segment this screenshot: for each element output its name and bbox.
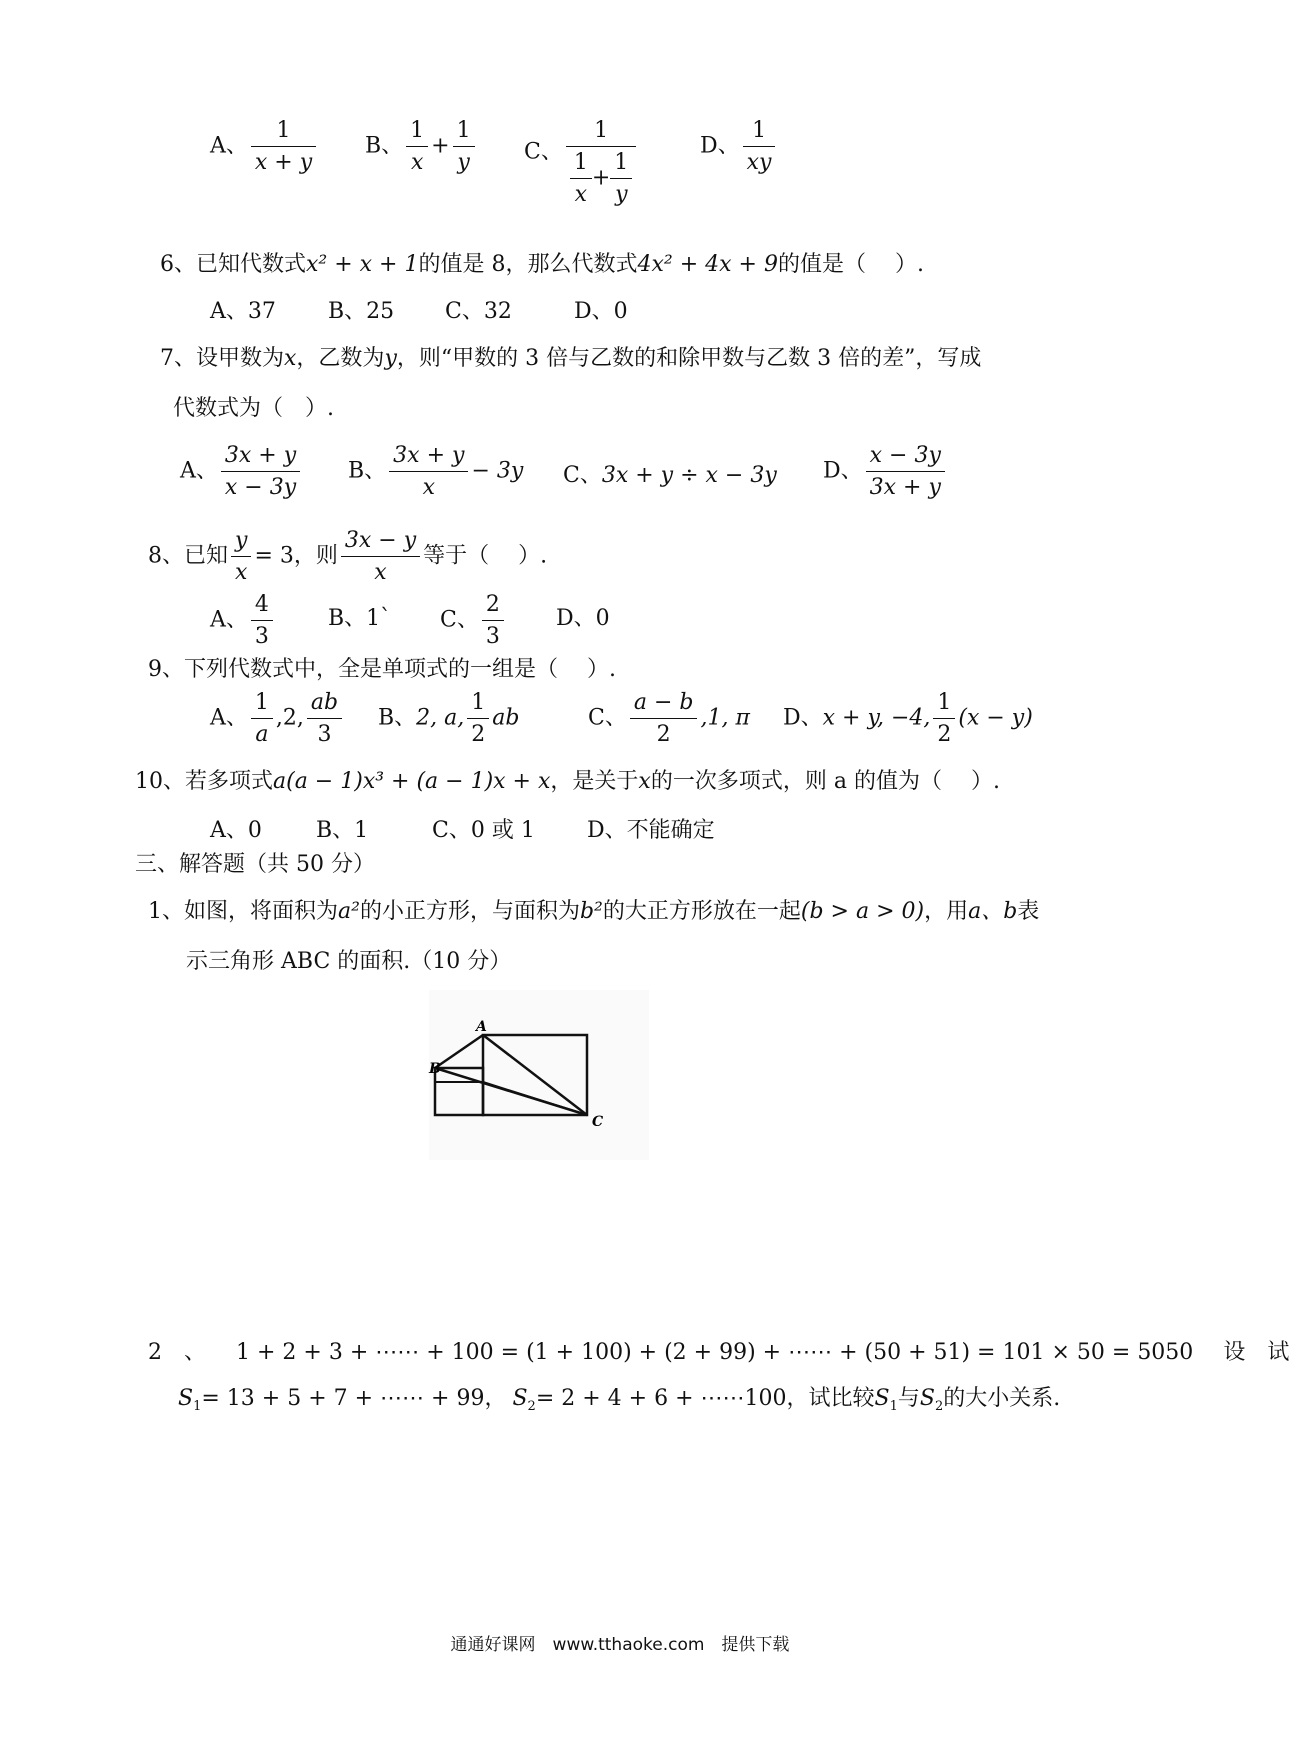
q9-option-c: C、 $\frac{a - b}{2}$ ,1, π [588,690,750,747]
q7-option-b: B、 $\frac{3x + y}{x}$ − 3y [348,443,524,500]
q8-option-c: C、 $\frac{2}{3}$ [440,592,507,649]
option-label: C、 [524,139,563,165]
fraction: $\frac{3x - y}{x}$ [341,528,420,585]
fraction: $\frac{1}{x}$ [406,118,428,175]
label-c: C [592,1114,604,1130]
q9-option-a: A、 $\frac{1}{a}$ ,2, $\frac{ab}{3}$ [210,690,345,747]
q5-option-a [210,118,319,175]
q9-option-d: D、x + y, −4, $\frac{1}{2}$ (x − y) [783,690,1033,747]
fraction: $\frac{1}{xy}$ [743,118,776,175]
q5-option-d [700,118,778,175]
q7-stem-line1: 7、设甲数为x，乙数为y，则“甲数的 3 倍与乙数的和除甲数与乙数 3 倍的差”，写成 [160,346,982,371]
fraction: $\frac{1}{a}$ [251,690,273,747]
fraction: $\frac{3x + y}{x - 3y}$ [221,443,300,500]
q7-option-a: A、 $\frac{3x + y}{x - 3y}$ [180,443,303,500]
fraction: $\frac{y}{x}$ [231,528,251,585]
fraction: $\frac{1}{y}$ [453,118,475,175]
q10-polynomial: a(a − 1)x³ + (a − 1)x + x [273,769,551,794]
q6-expression-2: 4x² + 4x + 9 [637,252,778,277]
fraction: $\frac{2}{3}$ [482,592,504,649]
p1-line1: 1、如图，将面积为a²的小正方形，与面积为b²的大正方形放在一起(b > a > 0)，用a、b表 [148,899,1040,924]
p2-sum-expression: 1 + 2 + 3 + ⋯⋯ + 100 = (1 + 100) + (2 + 99) + ⋯⋯ + (50 + 51) = 101 × 50 = 5050 [236,1340,1194,1365]
q6-expression-1: x² + x + 1 [306,252,419,277]
fraction: $\frac{4}{3}$ [251,592,273,649]
q10-option-c: C、0 或 1 [432,818,535,843]
label-a: A [476,1019,487,1035]
compound-fraction: 1 $\frac{1}{x}$ + $\frac{1}{y}$ [566,118,636,207]
fraction: $\frac{1}{2}$ [467,690,489,747]
q10-option-b: B、1 [316,818,369,843]
p2-line1: 2 、 1 + 2 + 3 + ⋯⋯ + 100 = (1 + 100) + (2 + 99) + ⋯⋯ + (50 + 51) = 101 × 50 = 5050 设 试 [148,1340,1289,1365]
q8-option-a: A、 $\frac{4}{3}$ [210,592,276,649]
q6-option-c: C、32 [445,299,512,324]
q5-option-b: B、 $\frac{1}{x}$ + $\frac{1}{y}$ [365,118,478,175]
squares-figure [429,990,649,1160]
q7-stem-line2: 代数式为（ ）. [173,396,334,421]
fraction: $\frac{a - b}{2}$ [630,690,698,747]
option-label: D、 [700,133,740,159]
q8-stem: 8、已知 $\frac{y}{x}$ = 3，则 $\frac{3x - y}{x}$ 等于（ ）. [148,528,548,585]
fraction: $\frac{ab}{3}$ [307,690,342,747]
q10-stem: 10、若多项式a(a − 1)x³ + (a − 1)x + x，是关于x的一次多项式，则 a 的值为（ ）. [135,769,1000,794]
q6-stem: 6、已知代数式x² + x + 1的值是 8，那么代数式4x² + 4x + 9的值是（ ）. [160,252,924,277]
q6-option-a: A、37 [210,299,276,324]
fraction: $\frac{1}{2}$ [933,690,955,747]
squares-diagram [429,990,649,1160]
q10-option-d: D、不能确定 [587,818,715,843]
option-label: B、 [365,133,404,159]
q5-option-c [524,118,639,207]
fraction: $\frac{3x + y}{x}$ [389,443,468,500]
option-label: A、 [210,133,248,159]
q9-stem: 9、下列代数式中，全是单项式的一组是（ ）. [148,657,616,682]
q8-option-b: B、1` [328,606,392,631]
section-title: 三、解答题（共 50 分） [135,852,375,877]
q10-option-a: A、0 [210,818,262,843]
footer-credit: 通通好课网 www.tthaoke.com 提供下载 [450,1635,790,1655]
fraction: $\frac{x - 3y}{3x + y}$ [866,443,945,500]
p1-line2: 示三角形 ABC 的面积.（10 分） [186,949,512,974]
label-b: B [429,1061,441,1077]
q6-option-d: D、0 [574,299,628,324]
q7-option-c: C、3x + y ÷ x − 3y [563,463,777,488]
p2-line2: $S_1= 13 + 5 + 7$ + ⋯⋯ + 99， $S_2= 2 + 4 + 6$ + ⋯⋯100，试比较$S_1$与$S_2$的大小关系. [178,1386,1061,1414]
q6-option-b: B、25 [328,299,395,324]
q9-option-b: B、2, a, $\frac{1}{2}$ ab [378,690,520,747]
q7-option-d: D、 $\frac{x - 3y}{3x + y}$ [823,443,948,500]
q8-option-d: D、0 [556,606,610,631]
fraction: $\frac{1}{x + y}$ [251,118,316,175]
